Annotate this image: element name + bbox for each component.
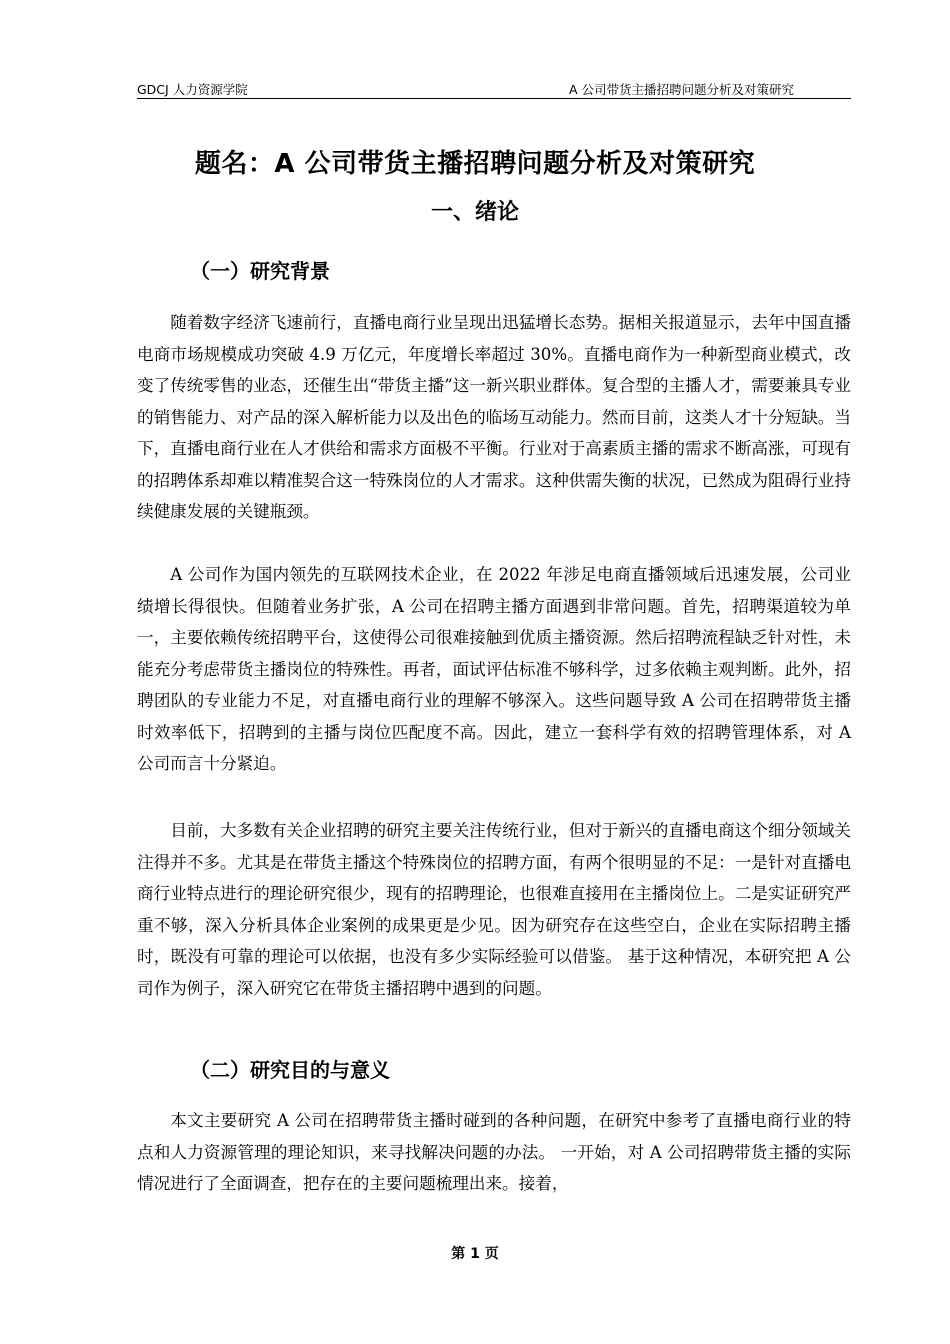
section-heading-purpose: （二）研究目的与意义 <box>190 1058 390 1082</box>
paragraph: A 公司作为国内领先的互联网技术企业，在 2022 年涉足电商直播领域后迅速发展，公司业绩增长得很快。但随着业务扩张，A 公司在招聘主播方面遇到非常问题。首先，招聘渠道较为单一，主要依赖传统招聘平台，这使得公司很难接触到优质主播资源。然后招聘流程缺乏针对性，未能充分考虑带货主播岗位的特殊性。再者，面试评估标准不够科学，过多依赖主观判断。此外，招聘团队的专业能力不足，对直播电商行业的理解不够深入。这些问题导致 A 公司在招聘带货主播时效率低下，招聘到的主播与岗位匹配度不高。因此，建立一套科学有效的招聘管理体系，对 A 公司而言十分紧迫。 <box>137 565 851 773</box>
paragraph: 本文主要研究 A 公司在招聘带货主播时碰到的各种问题，在研究中参考了直播电商行业的特点和人力资源管理的理论知识，来寻找解决问题的办法。 一开始，对 A 公司招聘带货主播的实际情况进行了全面调查，把存在的主要问题梳理出来。接着， <box>137 1111 851 1193</box>
paragraph: 目前，大多数有关企业招聘的研究主要关注传统行业，但对于新兴的直播电商这个细分领域关注得并不多。尤其是在带货主播这个特殊岗位的招聘方面，有两个很明显的不足：一是针对直播电商行业特点进行的理论研究很少，现有的招聘理论，也很难直接用在主播岗位上。二是实证研究严重不够，深入分析具体企业案例的成果更是少见。因为研究存在这些空白，企业在实际招聘主播时，既没有可靠的理论可以依据，也没有多少实际经验可以借鉴。 基于这种情况，本研究把 A 公司作为例子，深入研究它在带货主播招聘中遇到的问题。 <box>137 821 851 998</box>
page-number: 第 1 页 <box>451 1246 499 1262</box>
paragraph: 随着数字经济飞速前行，直播电商行业呈现出迅猛增长态势。据相关报道显示，去年中国直播电商市场规模成功突破 4.9 万亿元，年度增长率超过 30%。直播电商作为一种新型商业模式，改变了传统零售的业态，还催生出“带货主播”这一新兴职业群体。复合型的主播人才，需要兼具专业的销售能力、对产品的深入解析能力以及出色的临场互动能力。然而目前，这类人才十分短缺。当下，直播电商行业在人才供给和需求方面极不平衡。行业对于高素质主播的需求不断高涨，可现有的招聘体系却难以精准契合这一特殊岗位的人才需求。这种供需失衡的状况，已然成为阻碍行业持续健康发展的关键瓶颈。 <box>137 313 851 521</box>
header-paper-title: A 公司带货主播招聘问题分析及对策研究 <box>568 82 794 97</box>
page-header <box>137 78 851 99</box>
paper-title: 题名：A 公司带货主播招聘问题分析及对策研究 <box>194 149 756 179</box>
chapter-heading: 一、绪论 <box>430 200 519 225</box>
header-school: GDCJ 人力资源学院 <box>137 82 248 97</box>
section-heading-background: （一）研究背景 <box>190 259 330 283</box>
